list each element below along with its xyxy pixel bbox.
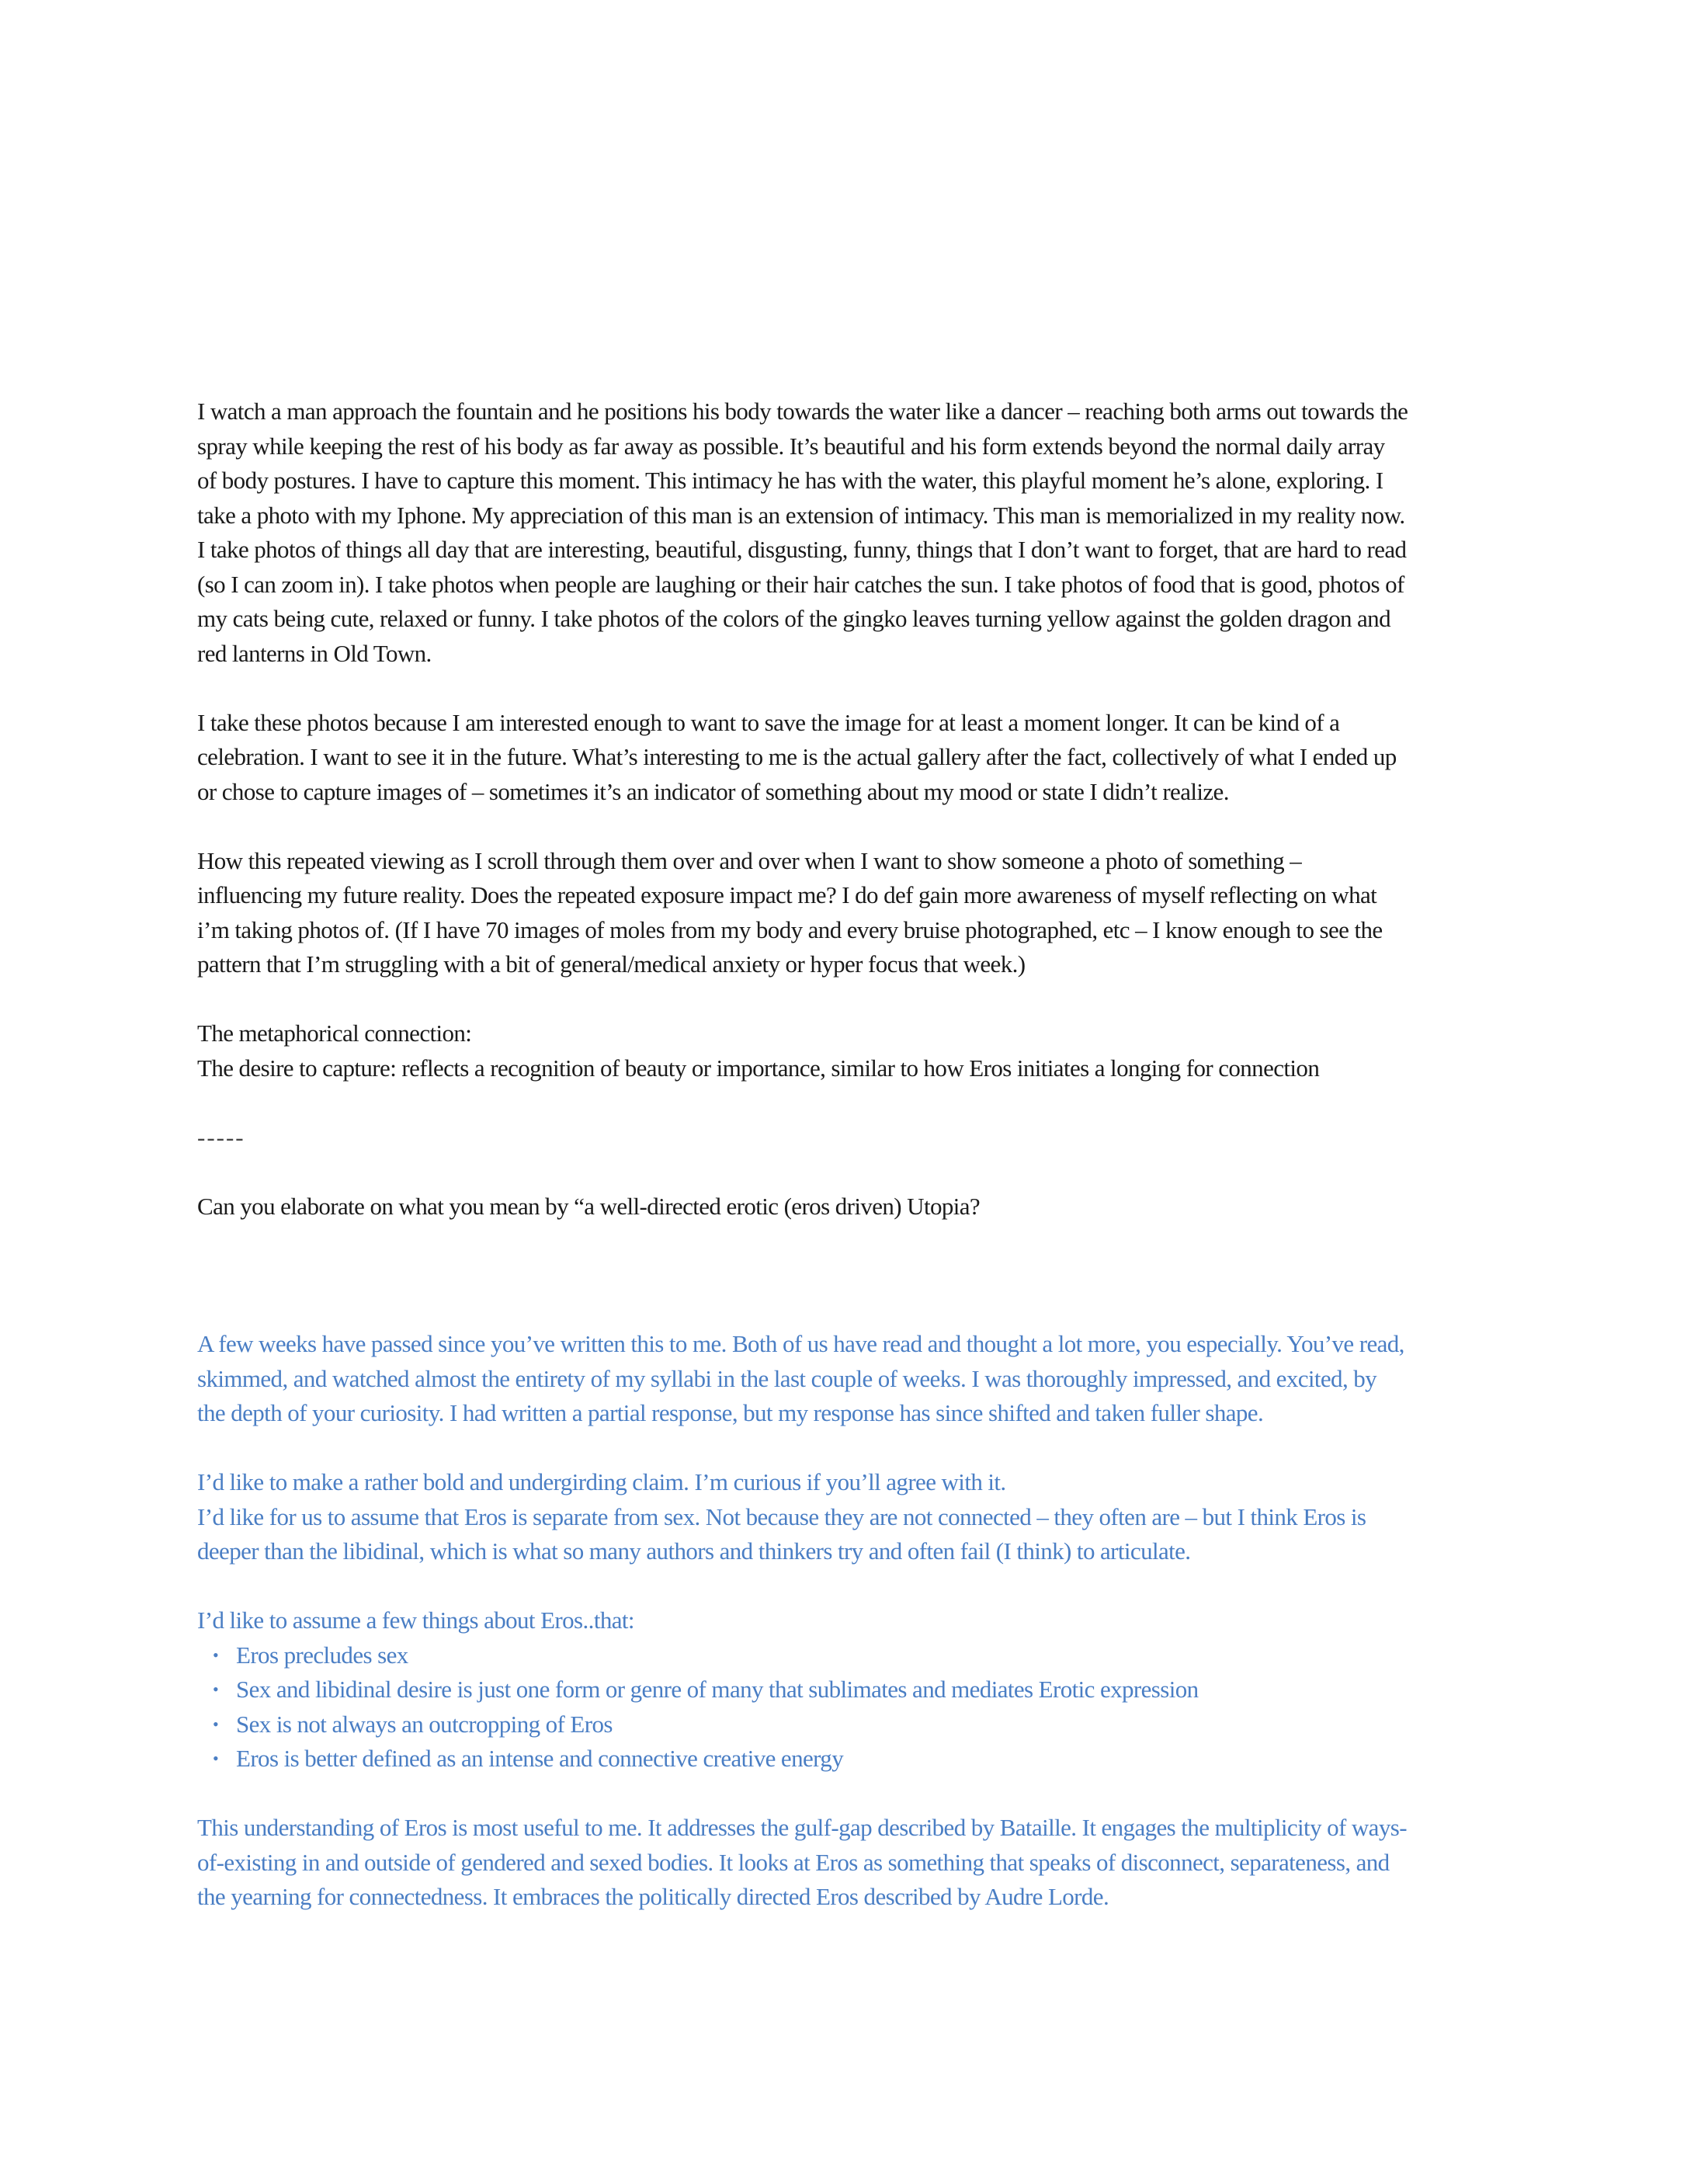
desire-paragraph: The desire to capture: reflects a recognition of beauty or importance, similar to how Eros initiates a longing for connection xyxy=(197,1054,1320,1082)
fountain-paragraph: I watch a man approach the fountain and he positions his body towards the water like a dancer – reaching both arms out towards the spray while keeping the rest of his body as far away as possible. It’s beautiful and his form extends beyond the normal daily array of body postures. I have to capture this moment. This intimacy he has with the water, this playful moment he’s alone, exploring. I take a photo with my Iphone. My appreciation of this man is an extension of intimacy. This man is memorialized in my reality now. xyxy=(197,398,1408,529)
section-divider: ----- xyxy=(197,1123,245,1151)
bold-claim-paragraph: I’d like to make a rather bold and undergirding claim. I’m curious if you’ll agree with it. xyxy=(197,1468,1006,1495)
assumptions-list xyxy=(197,1638,1408,1777)
response-intro-paragraph: A few weeks have passed since you’ve written this to me. Both of us have read and thought a lot more, you especially. You’ve read, skimmed, and watched almost the entirety of my syllabi in the last couple of weeks. I was thoroughly impressed, and excited, by the depth of your curiosity. I had written a partial response, but my response has since shifted and taken fuller shape. xyxy=(197,1330,1404,1426)
bullet-icon: • xyxy=(213,1679,219,1699)
list-item: • Sex is not always an outcropping of Eros xyxy=(213,1707,1408,1742)
photos-paragraph: I take photos of things all day that are interesting, beautiful, disgusting, funny, things that I don’t want to forget, that are hard to read (so I can zoom in). I take photos when people are laughing or their hair catches the sun. I take photos of food that is good, photos of my cats being cute, relaxed or funny. I take photos of the colors of the gingko leaves turning yellow against the golden dragon and red lanterns in Old Town. xyxy=(197,536,1407,667)
assumptions-intro: I’d like to assume a few things about Eros..that: xyxy=(197,1606,634,1634)
document-body xyxy=(197,394,1408,1915)
reason-paragraph: I take these photos because I am interested enough to want to save the image for at least a moment longer. It can be kind of a celebration. I want to see it in the future. What’s interesting to me is the actual gallery after the fact, collectively of what I ended up or chose to capture images of – sometimes it’s an indicator of something about my mood or state I didn’t realize. xyxy=(197,708,1397,805)
repeated-viewing-paragraph: How this repeated viewing as I scroll through them over and over when I want to show someone a photo of something – influencing my future reality. Does the repeated exposure impact me? I do def gain more awareness of myself reflecting on what i’m taking photos of. (If I have 70 images of moles from my body and every bruise photographed, etc – I know enough to see the pattern that I’m struggling with a bit of general/medical anxiety or hyper focus that week.) xyxy=(197,846,1383,978)
list-item: • Eros is better defined as an intense and connective creative energy xyxy=(213,1742,1408,1777)
list-item: • Sex and libidinal desire is just one form or genre of many that sublimates and mediates Erotic expression xyxy=(213,1672,1408,1707)
bullet-icon: • xyxy=(213,1714,219,1734)
list-item: • Eros precludes sex xyxy=(213,1638,1408,1673)
response-section xyxy=(197,1327,1408,1915)
question-paragraph: Can you elaborate on what you mean by “a well-directed erotic (eros driven) Utopia? xyxy=(197,1192,981,1220)
understanding-paragraph: This understanding of Eros is most useful to me. It addresses the gulf-gap described by Bataille. It engages the multiplicity of ways-of-existing in and outside of gendered and sexed bodies. It looks at Eros as something that speaks of disconnect, separateness, and the yearning for connectedness. It embraces the politically directed Eros described by Audre Lorde. xyxy=(197,1814,1407,1910)
bullet-icon: • xyxy=(213,1645,219,1665)
metaphor-heading: The metaphorical connection: xyxy=(197,1019,472,1047)
eros-separate-paragraph: I’d like for us to assume that Eros is separate from sex. Not because they are not connected – they often are – but I think Eros is deeper than the libidinal, which is what so many authors and thinkers try and often fail (I think) to articulate. xyxy=(197,1502,1366,1565)
bullet-icon: • xyxy=(213,1749,219,1768)
